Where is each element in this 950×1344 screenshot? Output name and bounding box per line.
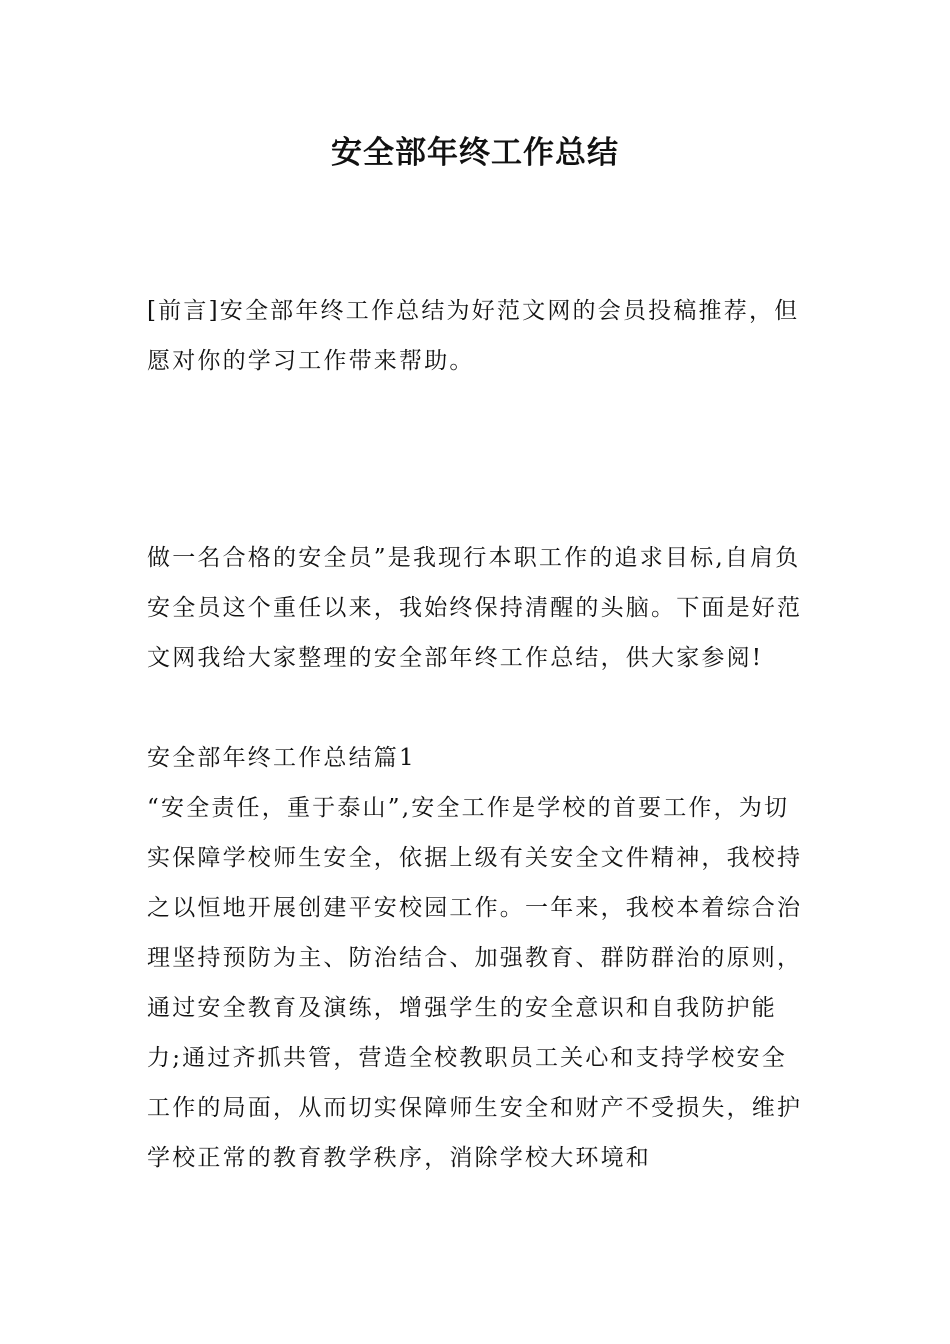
section-heading: 安全部年终工作总结篇1 [147, 745, 416, 771]
section-body-paragraph: “安全责任，重于泰山”,安全工作是学校的首要工作，为切实保障学校师生安全，依据上级有关安全文件精神，我校持之以恒地开展创建平安校园工作。一年来，我校本着综合治理坚持预防为主、防治结合、加强教育、群防群治的原则，通过安全教育及演练，增强学生的安全意识和自我防护能力;通过齐抓共管，营造全校教职员工关心和支持学校安全工作的局面，从而切实保障师生安全和财产不受损失，维护学校正常的教育教学秩序，消除学校大环境和 [147, 795, 803, 1171]
document-title: 安全部年终工作总结 [331, 135, 619, 171]
preface-paragraph: [前言]安全部年终工作总结为好范文网的会员投稿推荐，但愿对你的学习工作带来帮助。 [147, 298, 800, 374]
intro-paragraph: 做一名合格的安全员”是我现行本职工作的追求目标,自肩负安全员这个重任以来，我始终保持清醒的头脑。下面是好范文网我给大家整理的安全部年终工作总结，供大家参阅! [147, 545, 803, 671]
